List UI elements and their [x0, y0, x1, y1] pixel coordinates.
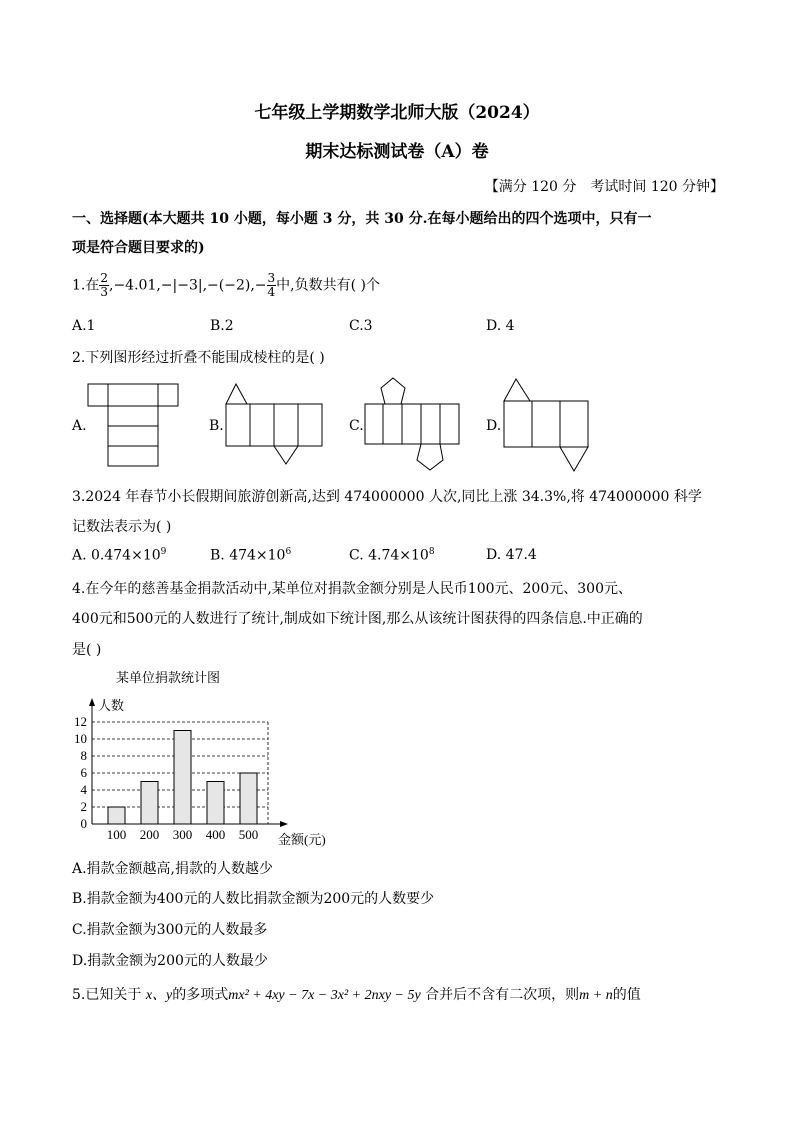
- section-heading-line2: 项是符合题目要求的): [72, 240, 205, 256]
- q4-option-c: C.捐款金额为300元的人数最多: [72, 922, 268, 938]
- page-title: 七年级上学期数学北师大版（2024）: [254, 103, 540, 123]
- x-tick-label: 400: [205, 827, 226, 842]
- bar-400: [207, 782, 224, 825]
- y-tick-label: 8: [80, 748, 87, 763]
- y-tick-label: 10: [74, 731, 87, 746]
- q1-option-b: B.2: [210, 318, 234, 334]
- q1-f1-num: 2: [100, 271, 108, 285]
- bar-300: [174, 731, 191, 825]
- q1-prefix: 1.在: [72, 277, 100, 294]
- chart-title: 某单位捐款统计图: [116, 671, 221, 686]
- q2-label-d: D.: [486, 418, 502, 434]
- q3-option-c: [349, 547, 435, 564]
- x-tick-label: 500: [238, 827, 259, 842]
- x-tick-label: 100: [106, 827, 127, 842]
- bar-chart: [60, 690, 380, 850]
- q2-label-c: C.: [349, 418, 364, 434]
- q1-option-c: C.3: [349, 318, 373, 334]
- net-figure-c: [363, 376, 463, 474]
- question-4-stem-line1: 4.在今年的慈善基金捐款活动中,某单位对捐款金额分别是人民币100元、200元、300元、: [72, 581, 632, 597]
- q1-mid: ,−4.01,−|−3|,−(−2),−: [109, 277, 267, 294]
- question-4-stem-line2: 400元和500元的人数进行了统计,制成如下统计图,那么从该统计图获得的四条信息.中正确的: [72, 611, 643, 627]
- q5-expression: m + n: [579, 988, 613, 1003]
- y-tick-label: 4: [80, 782, 87, 797]
- q1-f2-den: 4: [267, 285, 276, 299]
- x-tick-label: 300: [172, 827, 193, 842]
- question-5-stem: [72, 984, 641, 1004]
- q3-option-b: [210, 547, 291, 564]
- q3-b-exp: 6: [285, 547, 292, 557]
- q5-vars: x、y: [145, 988, 173, 1003]
- q2-label-b: B.: [209, 418, 224, 434]
- y-tick-label: 0: [80, 816, 87, 831]
- question-1-stem: [72, 272, 380, 299]
- question-3-stem-line1: 3.2024 年春节小长假期间旅游创新高,达到 474000000 人次,同比上涨 34.3%,将 474000000 科学: [72, 489, 702, 505]
- net-figure-d: [502, 377, 594, 475]
- x-axis-arrow: [280, 821, 288, 827]
- q3-a-exp: 9: [160, 547, 167, 557]
- q3-c-exp: 8: [428, 547, 435, 557]
- net-figure-a: [84, 382, 194, 468]
- q1-fraction-1: [99, 272, 109, 299]
- q5-mid: 的多项式: [172, 987, 229, 1003]
- question-4-stem-line3: 是( ): [72, 642, 102, 658]
- exam-info: 【满分 120 分 考试时间 120 分钟】: [484, 179, 724, 195]
- q3-b-text: B. 474×10: [210, 547, 286, 564]
- q1-option-d: D. 4: [486, 318, 515, 334]
- x-tick-label: 200: [139, 827, 160, 842]
- q3-option-a: [72, 547, 166, 564]
- x-axis-label: 金额(元): [278, 832, 326, 847]
- y-tick-label: 6: [80, 765, 87, 780]
- net-figure-b: [223, 380, 343, 468]
- q1-suffix: 中,负数共有( )个: [276, 277, 380, 294]
- q4-option-b: B.捐款金额为400元的人数比捐款金额为200元的人数要少: [72, 891, 435, 907]
- q3-option-d: D. 47.4: [486, 547, 537, 563]
- q1-fraction-2: [267, 272, 277, 299]
- q5-prefix: 5.已知关于: [72, 987, 142, 1003]
- q4-option-a: A.捐款金额越高,捐款的人数越少: [72, 861, 274, 877]
- y-tick-label: 12: [74, 714, 87, 729]
- question-2-stem: 2.下列图形经过折叠不能围成棱柱的是( ): [72, 350, 325, 366]
- q2-label-a: A.: [72, 418, 87, 434]
- q3-a-text: A. 0.474×10: [72, 547, 161, 564]
- page-subtitle: 期末达标测试卷（A）卷: [305, 142, 489, 162]
- y-axis-arrow: [89, 698, 95, 706]
- section-heading-line1: 一、选择题(本大题共 10 小题，每小题 3 分，共 30 分.在每小题给出的四个选项中，只有一: [72, 211, 652, 227]
- y-axis-label: 人数: [98, 698, 125, 713]
- q4-option-d: D.捐款金额为200元的人数最少: [72, 953, 268, 969]
- y-tick-label: 2: [80, 799, 87, 814]
- q1-f2-num: 3: [267, 271, 276, 285]
- q1-option-a: A.1: [72, 318, 96, 334]
- q5-end: 的值: [612, 987, 641, 1003]
- q3-c-text: C. 4.74×10: [349, 547, 429, 564]
- q5-polynomial: mx² + 4xy − 7x − 3x² + 2nxy − 5y: [228, 988, 421, 1003]
- bar-500: [240, 773, 257, 824]
- question-3-stem-line2: 记数法表示为( ): [72, 519, 172, 535]
- bar-100: [108, 807, 125, 824]
- q5-suffix: 合并后不含有二次项，则: [425, 987, 580, 1003]
- q1-f1-den: 3: [100, 285, 108, 299]
- bar-200: [141, 782, 158, 825]
